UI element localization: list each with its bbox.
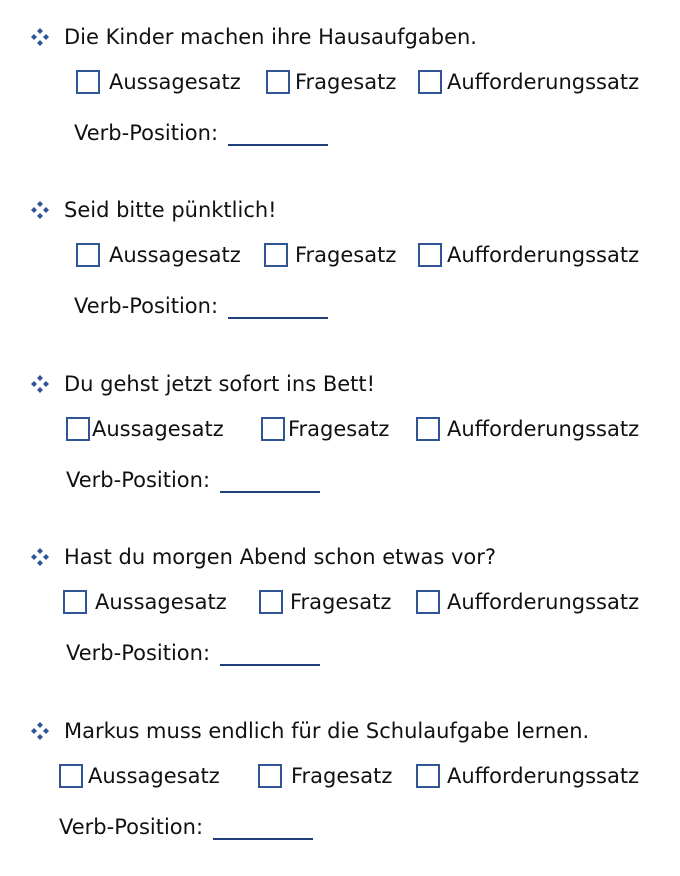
exercise-3-verb-position-row [66, 465, 320, 495]
option-label: Aussagesatz [109, 70, 241, 94]
exercise-1-sentence: Die Kinder machen ihre Hausaufgaben. [64, 25, 477, 49]
exercise-4-sentence: Hast du morgen Abend schon etwas vor? [64, 545, 497, 569]
exercise-2 [0, 195, 680, 355]
checkbox-icon[interactable] [76, 70, 100, 94]
option-label: Fragesatz [295, 243, 397, 267]
exercise-3-option-aussagesatz[interactable] [66, 414, 224, 444]
checkbox-icon[interactable] [416, 590, 440, 614]
exercise-3-option-aufforderungssatz[interactable] [416, 414, 639, 444]
option-label: Aussagesatz [88, 764, 220, 788]
exercise-1-sentence-row [30, 22, 477, 52]
exercise-4-verb-position-blank[interactable] [220, 638, 320, 666]
exercise-5-sentence-row [30, 716, 589, 746]
exercise-2-verb-position-row [74, 291, 328, 321]
option-label: Aussagesatz [109, 243, 241, 267]
four-diamond-bullet-icon [30, 200, 50, 220]
exercise-1-option-aufforderungssatz[interactable] [418, 67, 639, 97]
exercise-1-option-aussagesatz[interactable] [76, 67, 241, 97]
exercise-4 [0, 542, 680, 702]
four-diamond-bullet-icon [30, 27, 50, 47]
checkbox-icon[interactable] [258, 764, 282, 788]
exercise-4-option-fragesatz[interactable] [259, 587, 391, 617]
verb-position-label: Verb-Position: [74, 121, 219, 145]
verb-position-label: Verb-Position: [74, 294, 219, 318]
checkbox-icon[interactable] [259, 590, 283, 614]
exercise-4-option-aussagesatz[interactable] [63, 587, 227, 617]
exercise-4-option-aufforderungssatz[interactable] [416, 587, 639, 617]
option-label: Aufforderungssatz [447, 764, 640, 788]
checkbox-icon[interactable] [418, 243, 442, 267]
option-label: Aufforderungssatz [447, 70, 640, 94]
option-label: Aussagesatz [95, 590, 227, 614]
exercise-3-sentence-row [30, 369, 375, 399]
exercise-2-sentence: Seid bitte pünktlich! [64, 198, 277, 222]
exercise-3-option-fragesatz[interactable] [261, 414, 389, 444]
verb-position-label: Verb-Position: [66, 641, 211, 665]
checkbox-icon[interactable] [418, 70, 442, 94]
checkbox-icon[interactable] [261, 417, 285, 441]
exercise-4-verb-position-row [66, 638, 320, 668]
option-label: Fragesatz [290, 590, 392, 614]
option-label: Aufforderungssatz [447, 243, 640, 267]
exercise-5-option-aussagesatz[interactable] [59, 761, 220, 791]
exercise-2-option-aufforderungssatz[interactable] [418, 240, 639, 270]
exercise-2-verb-position-blank[interactable] [228, 291, 328, 319]
four-diamond-bullet-icon [30, 374, 50, 394]
exercise-1 [0, 22, 680, 182]
checkbox-icon[interactable] [266, 70, 290, 94]
exercise-1-verb-position-row [74, 118, 328, 148]
checkbox-icon[interactable] [264, 243, 288, 267]
checkbox-icon[interactable] [416, 417, 440, 441]
four-diamond-bullet-icon [30, 721, 50, 741]
exercise-2-option-fragesatz[interactable] [264, 240, 396, 270]
verb-position-label: Verb-Position: [59, 815, 204, 839]
exercise-1-option-fragesatz[interactable] [266, 67, 396, 97]
exercise-5-option-aufforderungssatz[interactable] [416, 761, 639, 791]
exercise-3-verb-position-blank[interactable] [220, 465, 320, 493]
exercise-5-sentence: Markus muss endlich für die Schulaufgabe lernen. [64, 719, 590, 743]
exercise-5-verb-position-row [59, 812, 313, 842]
exercise-5-option-fragesatz[interactable] [258, 761, 392, 791]
exercise-4-sentence-row [30, 542, 496, 572]
exercise-3-sentence: Du gehst jetzt sofort ins Bett! [64, 372, 376, 396]
checkbox-icon[interactable] [63, 590, 87, 614]
option-label: Fragesatz [291, 764, 393, 788]
option-label: Fragesatz [295, 70, 397, 94]
checkbox-icon[interactable] [66, 417, 90, 441]
exercise-3 [0, 369, 680, 529]
checkbox-icon[interactable] [59, 764, 83, 788]
exercise-5-verb-position-blank[interactable] [213, 812, 313, 840]
checkbox-icon[interactable] [416, 764, 440, 788]
four-diamond-bullet-icon [30, 547, 50, 567]
exercise-5 [0, 716, 680, 876]
verb-position-label: Verb-Position: [66, 468, 211, 492]
option-label: Aussagesatz [92, 417, 224, 441]
option-label: Aufforderungssatz [447, 417, 640, 441]
exercise-2-option-aussagesatz[interactable] [76, 240, 241, 270]
checkbox-icon[interactable] [76, 243, 100, 267]
option-label: Fragesatz [288, 417, 390, 441]
exercise-1-verb-position-blank[interactable] [228, 118, 328, 146]
option-label: Aufforderungssatz [447, 590, 640, 614]
exercise-2-sentence-row [30, 195, 277, 225]
